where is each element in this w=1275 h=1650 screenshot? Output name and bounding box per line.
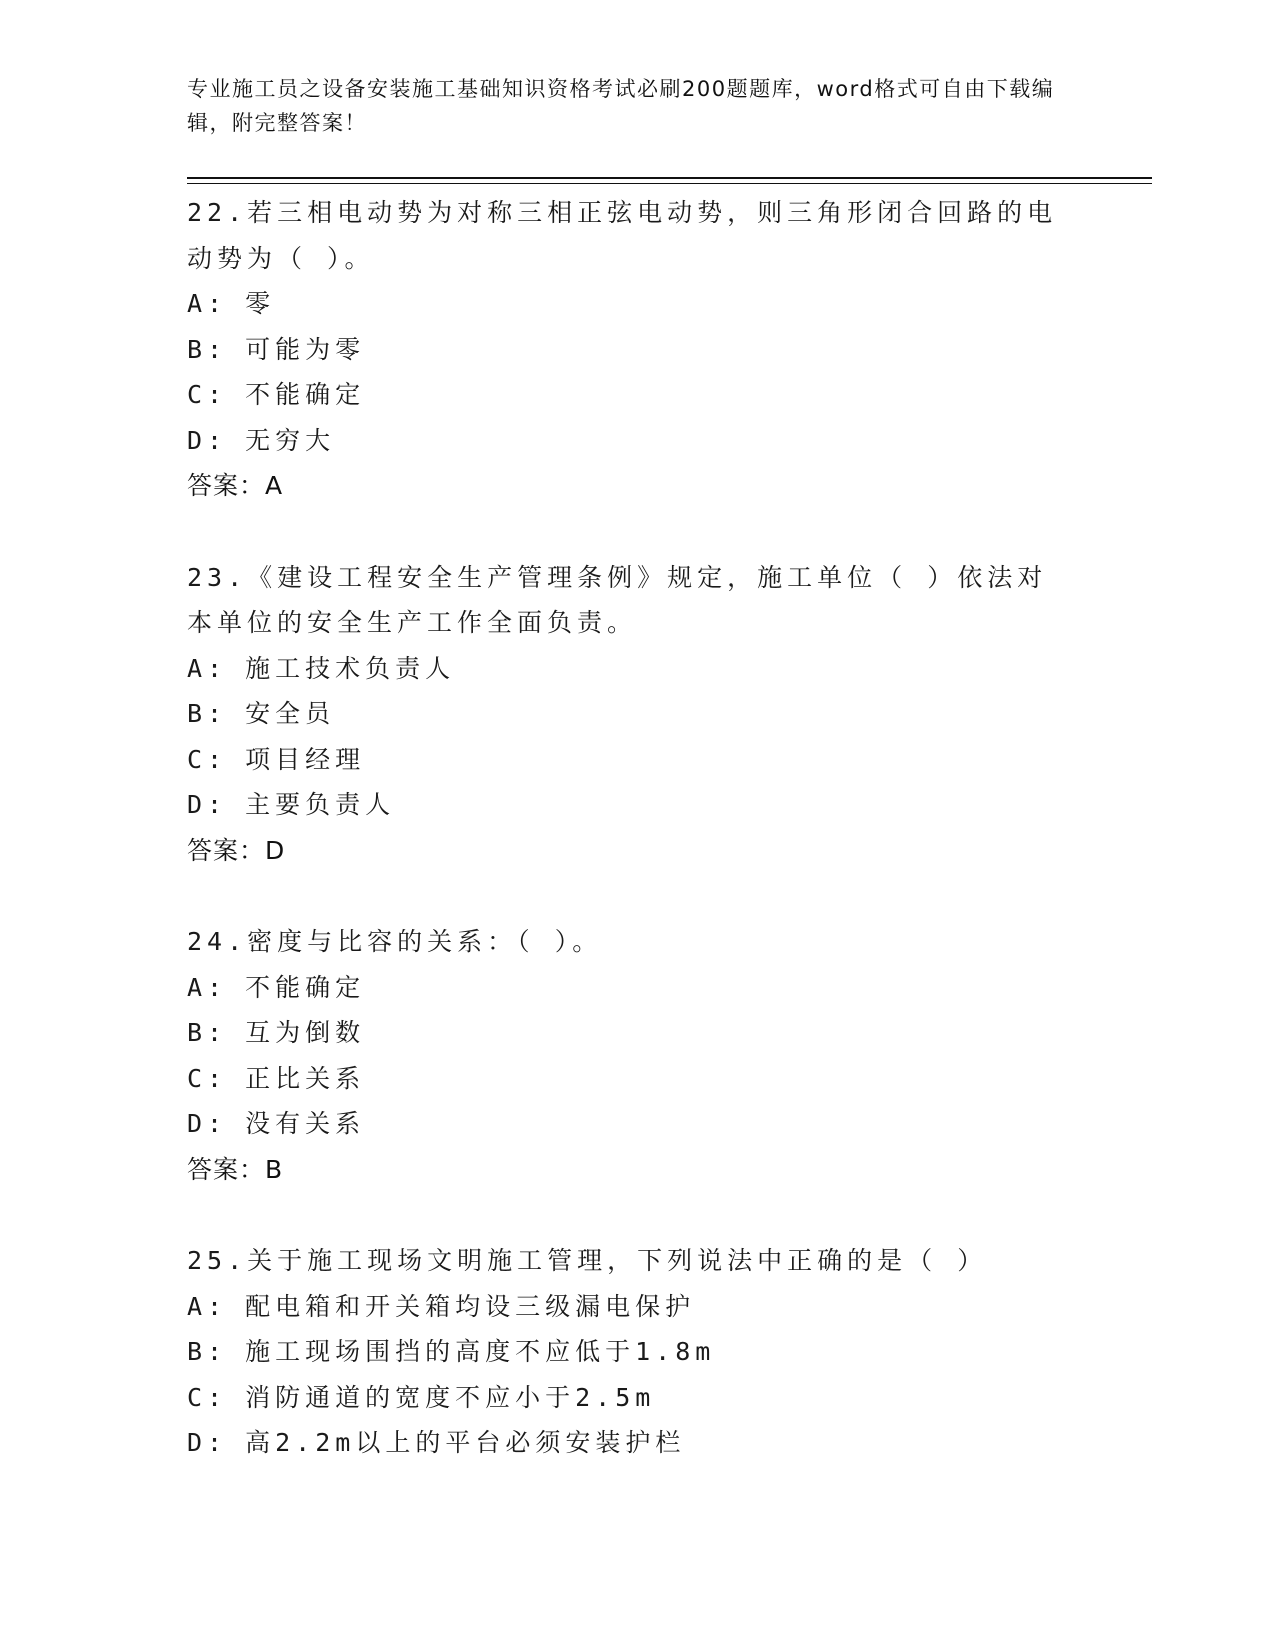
- answer-line: 答案：B: [187, 1154, 284, 1184]
- option-a: [187, 646, 1087, 692]
- question-stem: 23.《建设工程安全生产管理条例》规定，施工单位（ ）依法对本单位的安全生产工作全面负责。: [187, 562, 1048, 637]
- option-c: [187, 372, 1087, 418]
- option-a: [187, 281, 1087, 327]
- option-text: 零: [245, 289, 276, 318]
- question-stem: 24.密度与比容的关系：（ ）。: [187, 927, 603, 956]
- option-text: 不能确定: [245, 380, 366, 409]
- option-key: D:: [187, 425, 228, 455]
- answer-line: 答案：A: [187, 471, 284, 500]
- option-key: B:: [187, 699, 228, 728]
- answer-line: 答案：D: [187, 835, 286, 865]
- option-c: [187, 1056, 1087, 1102]
- question-list: [187, 190, 1087, 1512]
- option-c: [187, 737, 1087, 783]
- option-text: 没有关系: [245, 1109, 366, 1138]
- option-key: C:: [187, 744, 228, 774]
- option-b: [187, 327, 1087, 373]
- option-b: [187, 691, 1087, 737]
- option-key: D:: [187, 1109, 228, 1138]
- option-text: 可能为零: [245, 334, 366, 364]
- document-title: 专业施工员之设备安装施工基础知识资格考试必刷200题题库，word格式可自由下载编辑，附完整答案！: [187, 77, 1055, 135]
- option-key: A:: [187, 653, 228, 683]
- option-text: 正比关系: [245, 1063, 366, 1093]
- question-stem: 25.关于施工现场文明施工管理，下列说法中正确的是（ ）: [187, 1246, 988, 1275]
- option-key: B:: [187, 334, 228, 364]
- option-text: 施工技术负责人: [245, 653, 456, 683]
- document-header: [187, 72, 1067, 140]
- option-key: D:: [187, 790, 228, 819]
- option-text: 项目经理: [245, 744, 366, 774]
- question-24: [187, 919, 1087, 1192]
- option-c: [187, 1375, 1087, 1421]
- question-stem: 22.若三相电动势为对称三相正弦电动势，则三角形闭合回路的电动势为（ ）。: [187, 198, 1058, 273]
- option-key: A:: [187, 289, 228, 318]
- option-a: [187, 1284, 1087, 1330]
- option-key: C:: [187, 1063, 228, 1093]
- option-d: [187, 1420, 1087, 1466]
- option-key: B:: [187, 1337, 228, 1366]
- header-divider-thin: [187, 183, 1152, 184]
- option-key: A:: [187, 1291, 228, 1321]
- option-d: [187, 782, 1087, 828]
- option-d: [187, 1101, 1087, 1147]
- option-key: A:: [187, 972, 228, 1002]
- option-text: 高2.2m以上的平台必须安装护栏: [245, 1428, 686, 1457]
- option-b: [187, 1329, 1087, 1375]
- option-key: C:: [187, 1382, 228, 1412]
- option-text: 配电箱和开关箱均设三级漏电保护: [245, 1291, 696, 1321]
- option-text: 不能确定: [245, 972, 366, 1002]
- option-text: 无穷大: [245, 425, 336, 455]
- option-text: 消防通道的宽度不应小于2.5m: [245, 1382, 656, 1412]
- option-text: 主要负责人: [245, 790, 396, 819]
- option-key: B:: [187, 1018, 228, 1047]
- option-text: 施工现场围挡的高度不应低于1.8m: [245, 1337, 716, 1366]
- option-text: 互为倒数: [245, 1018, 366, 1047]
- option-key: C:: [187, 380, 228, 409]
- question-23: [187, 555, 1087, 874]
- question-22: [187, 190, 1087, 509]
- option-b: [187, 1010, 1087, 1056]
- option-d: [187, 418, 1087, 464]
- question-25: [187, 1238, 1087, 1466]
- option-a: [187, 965, 1087, 1011]
- option-text: 安全员: [245, 699, 336, 728]
- header-divider-thick: [187, 177, 1152, 179]
- option-key: D:: [187, 1428, 228, 1457]
